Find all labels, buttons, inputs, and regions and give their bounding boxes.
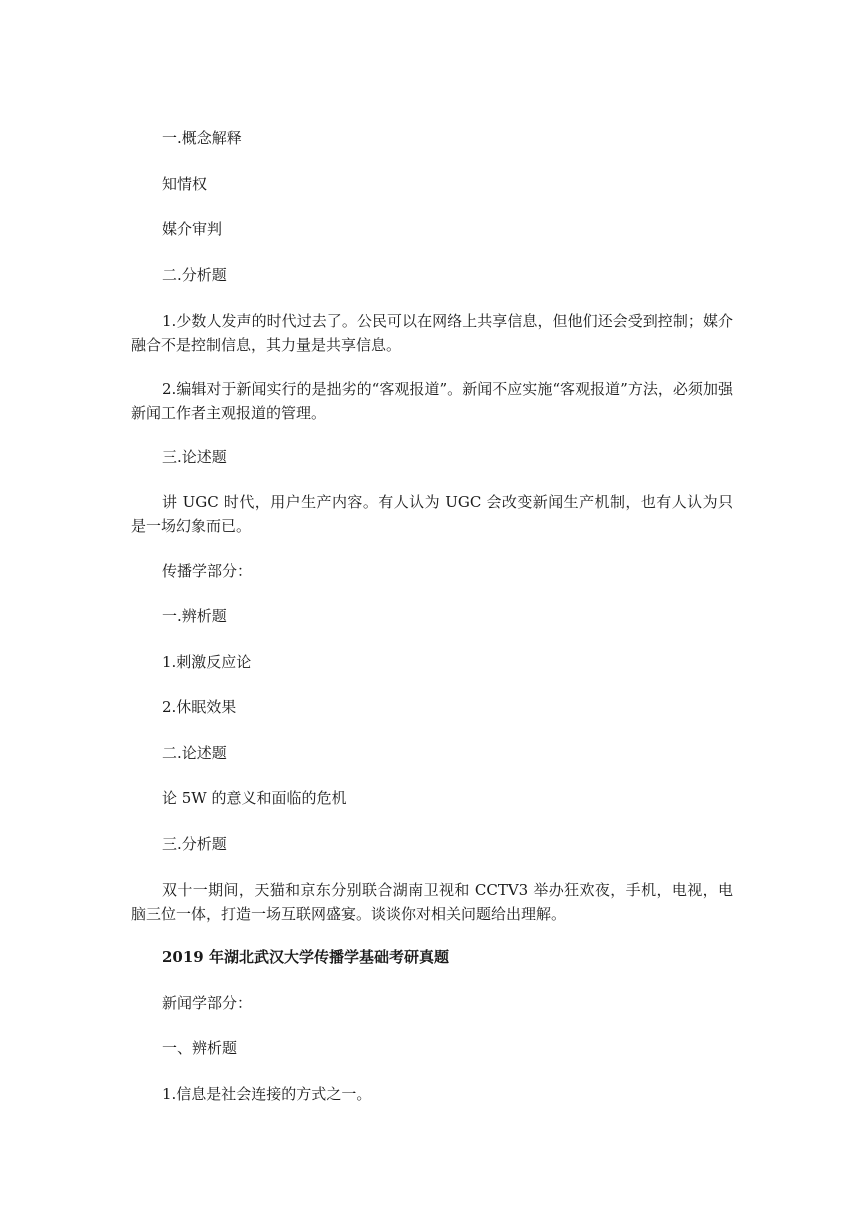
section-heading-essay-2: 二.论述题 [162, 744, 227, 762]
part-heading-journalism: 新闻学部分： [162, 994, 253, 1012]
section-heading-essay: 三.论述题 [162, 448, 227, 466]
essay-question-ugc: 讲 UGC 时代，用户生产内容。有人认为 UGC 会改变新闻生产机制，也有人认为只是一场幻象而已。 [131, 493, 733, 535]
discrimination-question-1: 1.信息是社会连接的方式之一。 [162, 1085, 372, 1103]
term-right-to-know: 知情权 [162, 175, 208, 193]
analysis-question-2: 2.编辑对于新闻实行的是拙劣的“客观报道”。新闻不应实施“客观报道”方法，必须加强新闻工作者主观报道的管理。 [131, 380, 733, 422]
term-stimulus-response: 1.刺激反应论 [162, 653, 252, 671]
section-heading-analysis: 二.分析题 [162, 266, 227, 284]
section-heading-analysis-2: 三.分析题 [162, 835, 227, 853]
term-media-trial: 媒介审判 [162, 220, 223, 238]
analysis-question-1: 1.少数人发声的时代过去了。公民可以在网络上共享信息，但他们还会受到控制；媒介融合不是控制信息，其力量是共享信息。 [131, 312, 733, 354]
section-heading-concepts: 一.概念解释 [162, 129, 242, 147]
term-sleeper-effect: 2.休眠效果 [162, 698, 237, 716]
section-heading-discrimination-2: 一、辨析题 [162, 1039, 238, 1057]
section-heading-discrimination: 一.辨析题 [162, 607, 227, 625]
part-heading-communication: 传播学部分： [162, 562, 253, 580]
exam-title-2019-whu: 2019 年湖北武汉大学传播学基础考研真题 [162, 948, 449, 966]
essay-question-5w: 论 5W 的意义和面临的危机 [162, 789, 347, 807]
analysis-question-double-eleven: 双十一期间，天猫和京东分别联合湖南卫视和 CCTV3 举办狂欢夜，手机，电视，电脑三位一体，打造一场互联网盛宴。谈谈你对相关问题给出理解。 [131, 881, 733, 923]
